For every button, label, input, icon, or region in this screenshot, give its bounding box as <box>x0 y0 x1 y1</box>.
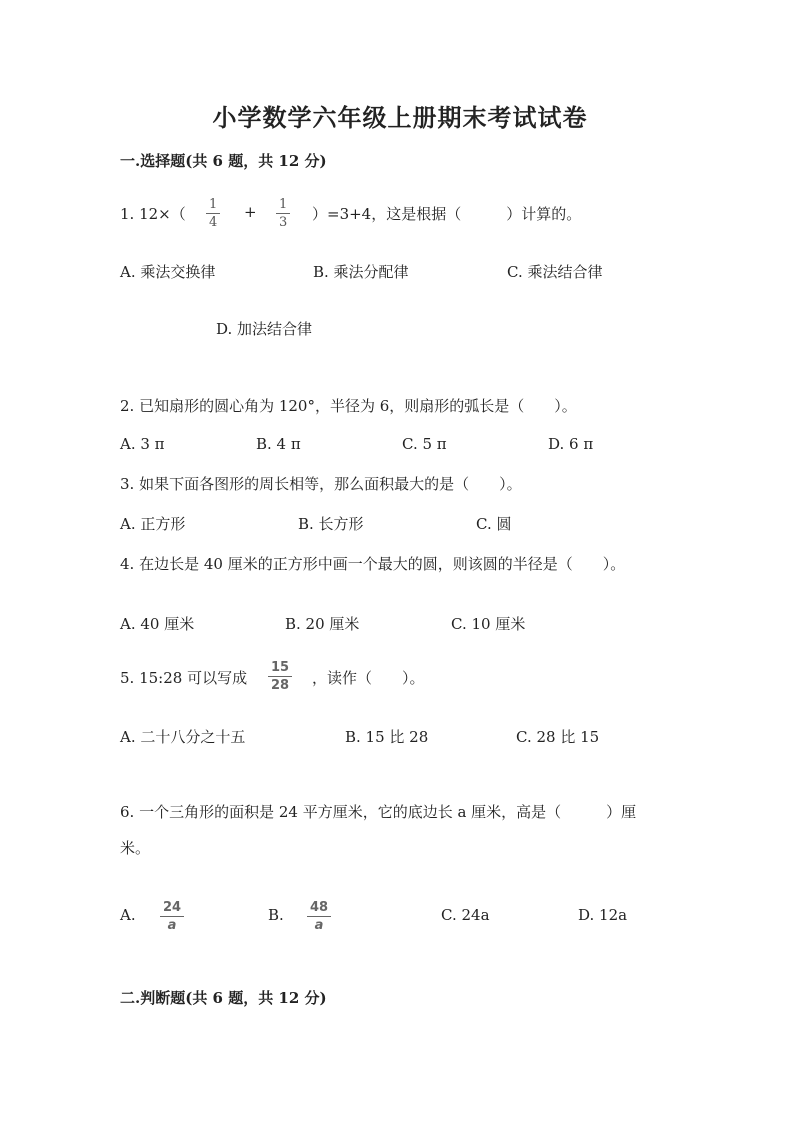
question-4-option-b[interactable]: B. 20 厘米 <box>285 615 360 633</box>
question-1-plus: + <box>244 203 257 221</box>
question-3-text: 3. 如果下面各图形的周长相等，那么面积最大的是（ ）。 <box>120 475 522 493</box>
question-6-line-1: 6. 一个三角形的面积是 24 平方厘米，它的底边长 a 厘米，高是（ ）厘 <box>120 803 637 821</box>
question-6-option-d[interactable]: D. 12a <box>578 906 628 924</box>
question-3-option-c[interactable]: C. 圆 <box>476 515 512 533</box>
question-6-option-a-fraction[interactable] <box>160 901 184 932</box>
question-6-line-2: 米。 <box>120 839 151 857</box>
section-heading-judgment: 二.判断题(共 6 题，共 12 分) <box>120 989 327 1007</box>
question-5-suffix: ，读作（ ）。 <box>312 669 425 687</box>
question-6-option-a-label[interactable]: A. <box>120 906 136 924</box>
question-5-option-c[interactable]: C. 28 比 15 <box>516 728 600 746</box>
question-5-option-a[interactable]: A. 二十八分之十五 <box>120 728 246 746</box>
question-1-option-c[interactable]: C. 乘法结合律 <box>507 263 603 281</box>
question-4-option-c[interactable]: C. 10 厘米 <box>451 615 526 633</box>
question-2-text: 2. 已知扇形的圆心角为 120°，半径为 6，则扇形的弧长是（ ）。 <box>120 397 577 415</box>
page-title: 小学数学六年级上册期末考试试卷 <box>212 103 588 132</box>
question-1-option-b[interactable]: B. 乘法分配律 <box>313 263 409 281</box>
question-5-option-b[interactable]: B. 15 比 28 <box>345 728 429 746</box>
question-1-fraction-2 <box>276 198 290 229</box>
question-1-option-a[interactable]: A. 乘法交换律 <box>120 263 216 281</box>
question-3-option-b[interactable]: B. 长方形 <box>298 515 364 533</box>
question-6-option-b-label[interactable]: B. <box>268 906 284 924</box>
question-6-option-b-fraction[interactable] <box>307 901 331 932</box>
fraction-numerator: 1 <box>209 197 218 212</box>
question-2-option-b[interactable]: B. 4 π <box>256 435 301 453</box>
question-3-option-a[interactable]: A. 正方形 <box>120 515 186 533</box>
fraction-denominator: 28 <box>271 678 290 693</box>
question-4-text: 4. 在边长是 40 厘米的正方形中画一个最大的圆，则该圆的半径是（ ）。 <box>120 555 626 573</box>
question-1-option-d[interactable]: D. 加法结合律 <box>216 320 313 338</box>
question-4-option-a[interactable]: A. 40 厘米 <box>120 615 195 633</box>
question-1-prefix: 1. 12×（ <box>120 205 186 223</box>
fraction-numerator: 15 <box>271 660 290 675</box>
question-2-option-d[interactable]: D. 6 π <box>548 435 594 453</box>
fraction-denominator: a <box>314 918 324 933</box>
question-2-option-c[interactable]: C. 5 π <box>402 435 447 453</box>
fraction-denominator: 3 <box>279 215 288 230</box>
question-5-prefix: 5. 15:28 可以写成 <box>120 669 248 687</box>
question-5-fraction <box>268 661 292 692</box>
question-1-suffix: ）=3+4，这是根据（ ）计算的。 <box>312 205 582 223</box>
question-6-option-c[interactable]: C. 24a <box>441 906 490 924</box>
fraction-numerator: 24 <box>163 900 182 915</box>
question-2-option-a[interactable]: A. 3 π <box>120 435 165 453</box>
question-1-fraction-1 <box>206 198 220 229</box>
section-heading-choice: 一.选择题(共 6 题，共 12 分) <box>120 152 327 170</box>
fraction-numerator: 48 <box>310 900 329 915</box>
fraction-numerator: 1 <box>279 197 288 212</box>
fraction-denominator: 4 <box>209 215 218 230</box>
fraction-denominator: a <box>167 918 177 933</box>
